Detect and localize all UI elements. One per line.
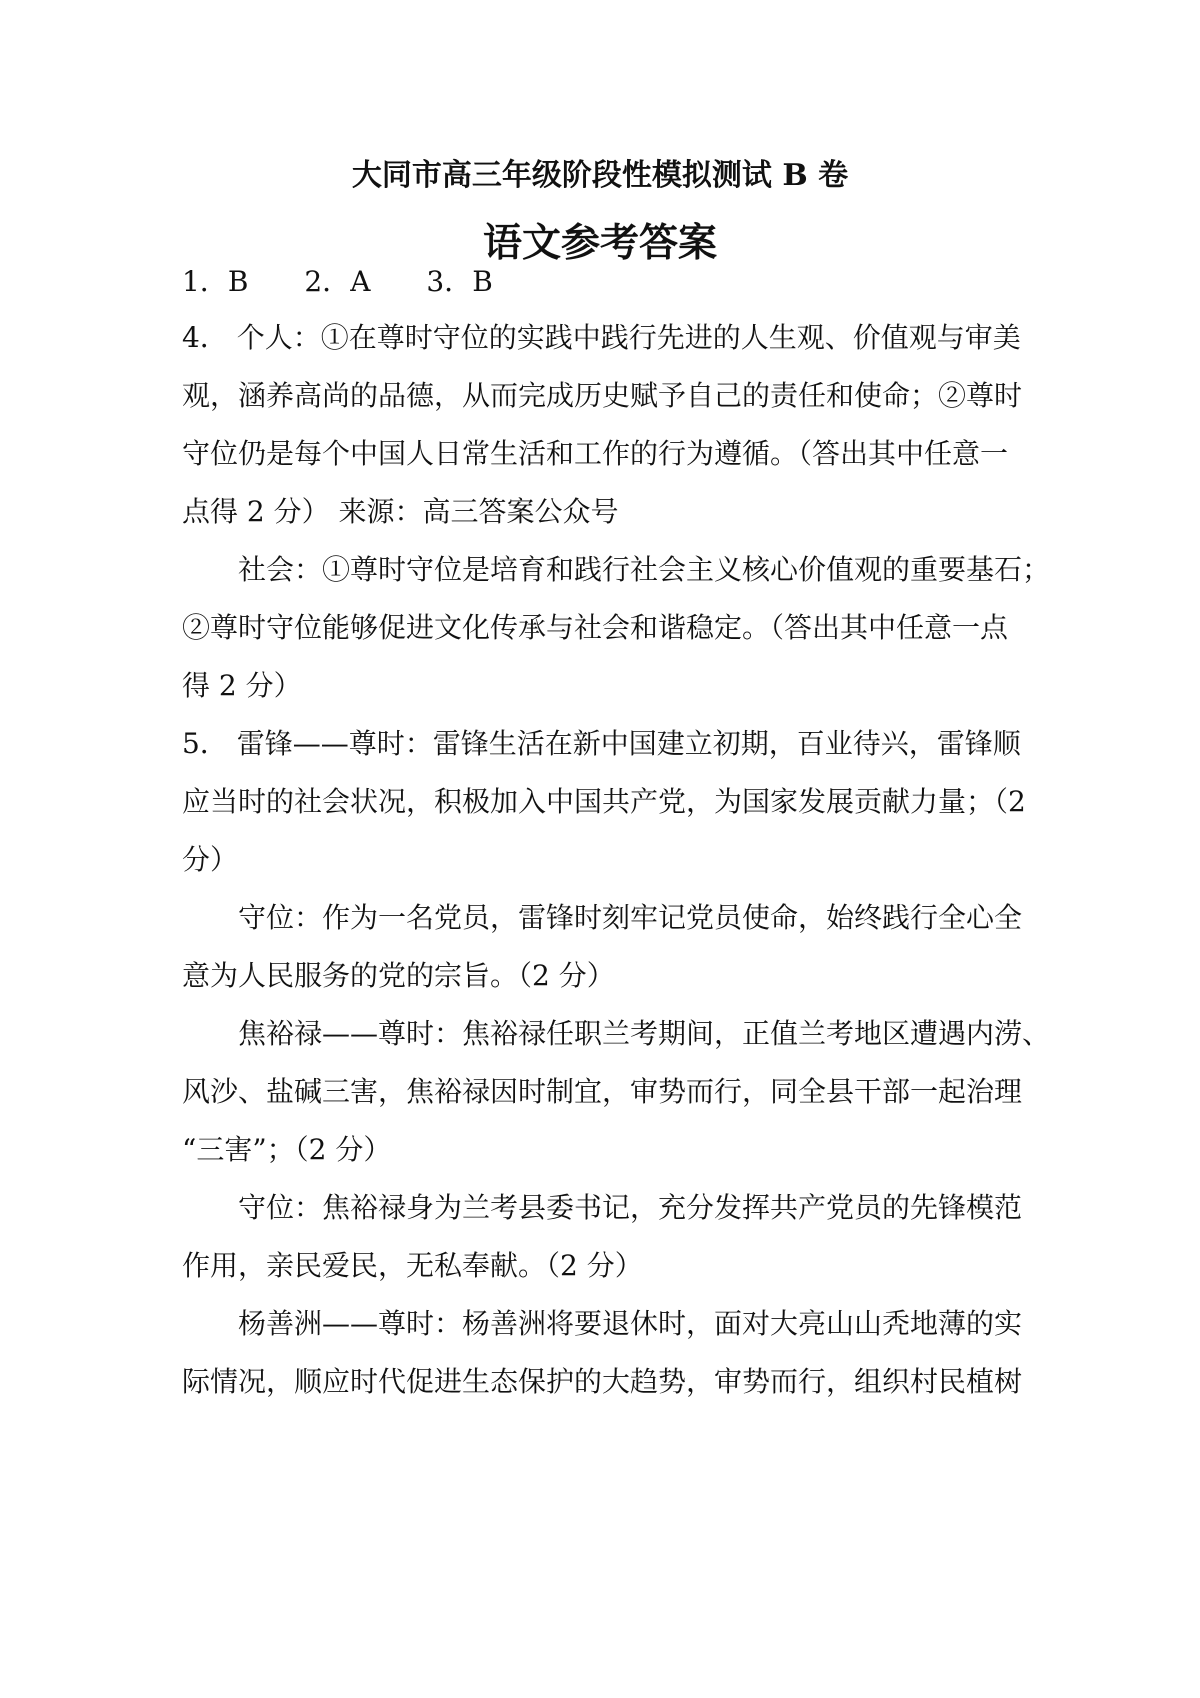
q4-society-line: 得 2 分） bbox=[182, 669, 302, 702]
q4-society-line: 社会：①尊时守位是培育和践行社会主义核心价值观的重要基石； bbox=[238, 553, 1051, 586]
document-title: 语文参考答案 bbox=[482, 220, 717, 266]
q5-jiaoyulu-shouwei-line: 作用，亲民爱民，无私奉献。（2 分） bbox=[182, 1249, 643, 1282]
q5-leifeng-line: 应当时的社会状况，积极加入中国共产党，为国家发展贡献力量；（2 bbox=[182, 785, 1026, 818]
multiple-choice-answers: 1．B 2．A 3．B bbox=[182, 265, 493, 298]
q5-leifeng-line: 5． 雷锋——尊时：雷锋生活在新中国建立初期，百业待兴，雷锋顺 bbox=[182, 727, 1021, 760]
q5-yangshanzhou-line: 际情况，顺应时代促进生态保护的大趋势，审势而行，组织村民植树 bbox=[182, 1365, 1023, 1398]
q5-leifeng-line: 分） bbox=[182, 843, 239, 876]
q5-leifeng-shouwei-line: 意为人民服务的党的宗旨。（2 分） bbox=[182, 959, 615, 992]
q5-jiaoyulu-line: 焦裕禄——尊时：焦裕禄任职兰考期间，正值兰考地区遭遇内涝、 bbox=[238, 1017, 1051, 1050]
q5-jiaoyulu-shouwei-line: 守位：焦裕禄身为兰考县委书记，充分发挥共产党员的先锋模范 bbox=[238, 1191, 1023, 1224]
q4-line: 点得 2 分） 来源：高三答案公众号 bbox=[182, 495, 619, 528]
q5-jiaoyulu-line: “三害”；（2 分） bbox=[182, 1133, 392, 1166]
q5-leifeng-shouwei-line: 守位：作为一名党员，雷锋时刻牢记党员使命，始终践行全心全 bbox=[238, 901, 1023, 934]
exam-title: 大同市高三年级阶段性模拟测试 B 卷 bbox=[351, 158, 849, 193]
q4-society-line: ②尊时守位能够促进文化传承与社会和谐稳定。（答出其中任意一点 bbox=[182, 611, 1009, 644]
q5-jiaoyulu-line: 风沙、盐碱三害，焦裕禄因时制宜，审势而行，同全县干部一起治理 bbox=[182, 1075, 1023, 1108]
q4-line: 观，涵养高尚的品德，从而完成历史赋予自己的责任和使命；②尊时 bbox=[182, 379, 1023, 412]
q4-line: 守位仍是每个中国人日常生活和工作的行为遵循。（答出其中任意一 bbox=[182, 437, 1009, 470]
q5-yangshanzhou-line: 杨善洲——尊时：杨善洲将要退休时，面对大亮山山秃地薄的实 bbox=[238, 1307, 1023, 1340]
q4-line: 4． 个人：①在尊时守位的实践中践行先进的人生观、价值观与审美 bbox=[182, 321, 1021, 354]
